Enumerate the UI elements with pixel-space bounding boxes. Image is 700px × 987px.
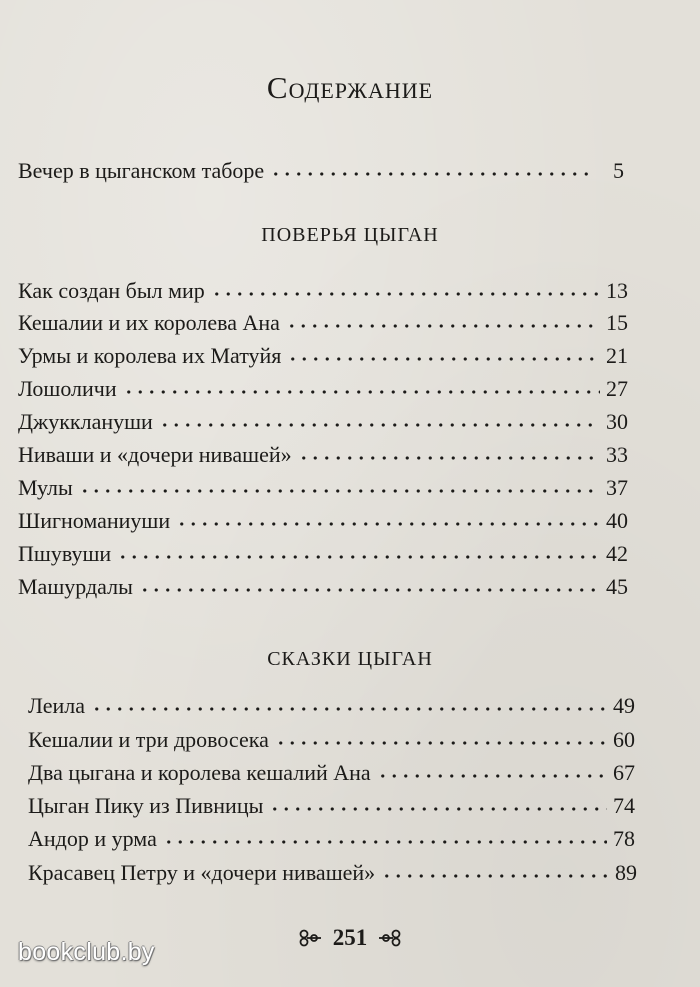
dot-leader — [287, 354, 600, 364]
toc-entry-title: Кешалии и три дровосека — [28, 727, 269, 752]
toc-entry-title: Джукклануши — [18, 409, 153, 434]
toc-entry-page: 89 — [615, 860, 637, 885]
toc-entry — [18, 339, 628, 373]
watermark: bookclub.by — [18, 938, 155, 966]
toc-entry — [18, 405, 628, 439]
toc-entry-page: 40 — [606, 508, 628, 533]
toc-entry-page: 27 — [606, 376, 628, 401]
dot-leader — [79, 486, 600, 496]
dot-leader — [298, 453, 600, 463]
dot-leader — [381, 871, 609, 881]
section-heading: СКАЗКИ ЦЫГАН — [267, 648, 433, 670]
toc-entry-page: 67 — [613, 760, 635, 785]
toc-entry — [28, 723, 635, 757]
dot-leader — [176, 519, 600, 529]
left-ornament-icon — [297, 927, 323, 949]
toc-entry — [18, 274, 628, 308]
toc-entry-title: Как создан был мир — [18, 278, 205, 303]
toc-entry-page: 37 — [606, 475, 628, 500]
toc-entry-page: 74 — [613, 793, 635, 818]
dot-leader — [270, 169, 596, 179]
toc-entry-title: Пшувуши — [18, 541, 112, 566]
toc-entry-page: 49 — [613, 693, 635, 718]
dot-leader — [211, 289, 600, 299]
toc-entry-page: 78 — [613, 826, 635, 851]
toc-entry-page: 13 — [606, 278, 628, 303]
toc-entry-page: 15 — [606, 310, 628, 335]
toc-entry-title: Ниваши и «дочери нивашей» — [18, 442, 292, 467]
toc-entry — [28, 756, 635, 790]
section-heading: ПОВЕРЬЯ ЦЫГАН — [261, 224, 439, 246]
toc-entry-page: 60 — [613, 727, 635, 752]
dot-leader — [286, 321, 600, 331]
toc-entry — [28, 856, 637, 890]
toc-entry-page: 21 — [606, 343, 628, 368]
toc-entry-title: Красавец Петру и «дочери нивашей» — [28, 860, 376, 885]
right-ornament-icon — [377, 927, 403, 949]
dot-leader — [159, 420, 600, 430]
dot-leader — [117, 552, 600, 562]
toc-entry-title: Цыган Пику из Пивницы — [28, 793, 264, 818]
toc-entry — [28, 789, 635, 823]
toc-entry-page: 33 — [606, 442, 628, 467]
toc-entry-page: 45 — [606, 574, 628, 599]
toc-entry-title: Вечер в цыганском таборе — [18, 158, 265, 183]
toc-entry — [18, 570, 628, 604]
page-title: Содержание — [266, 70, 434, 105]
toc-entry — [28, 689, 635, 723]
toc-entry-page: 42 — [606, 541, 628, 566]
toc-entry-title: Два цыгана и королева кешалий Ана — [28, 760, 371, 785]
toc-entry-title: Лошоличи — [18, 376, 117, 401]
toc-entry-title: Машурдалы — [18, 574, 133, 599]
toc-entry-title: Шигноманиуши — [18, 508, 171, 533]
toc-entry — [28, 822, 635, 856]
toc-entry-title: Андор и урма — [28, 826, 157, 851]
toc-entry-page: 5 — [613, 158, 624, 183]
dot-leader — [377, 771, 607, 781]
toc-entry-title: Урмы и королева их Матуйя — [18, 343, 282, 368]
toc-entry — [18, 372, 628, 406]
toc-entry-page: 30 — [606, 409, 628, 434]
toc-entry — [18, 306, 628, 340]
page-number: 251 — [332, 925, 368, 950]
toc-entry-title: Мулы — [18, 475, 73, 500]
toc-entry-title: Леила — [28, 693, 86, 718]
dot-leader — [91, 704, 607, 714]
dot-leader — [123, 387, 600, 397]
dot-leader — [269, 804, 607, 814]
toc-entry — [18, 154, 624, 188]
toc-entry — [18, 471, 628, 505]
dot-leader — [139, 585, 600, 595]
dot-leader — [275, 738, 607, 748]
toc-entry — [18, 537, 628, 571]
toc-entry — [18, 504, 628, 538]
toc-entry — [18, 438, 628, 472]
toc-entry-title: Кешалии и их королева Ана — [18, 310, 280, 335]
dot-leader — [163, 837, 607, 847]
